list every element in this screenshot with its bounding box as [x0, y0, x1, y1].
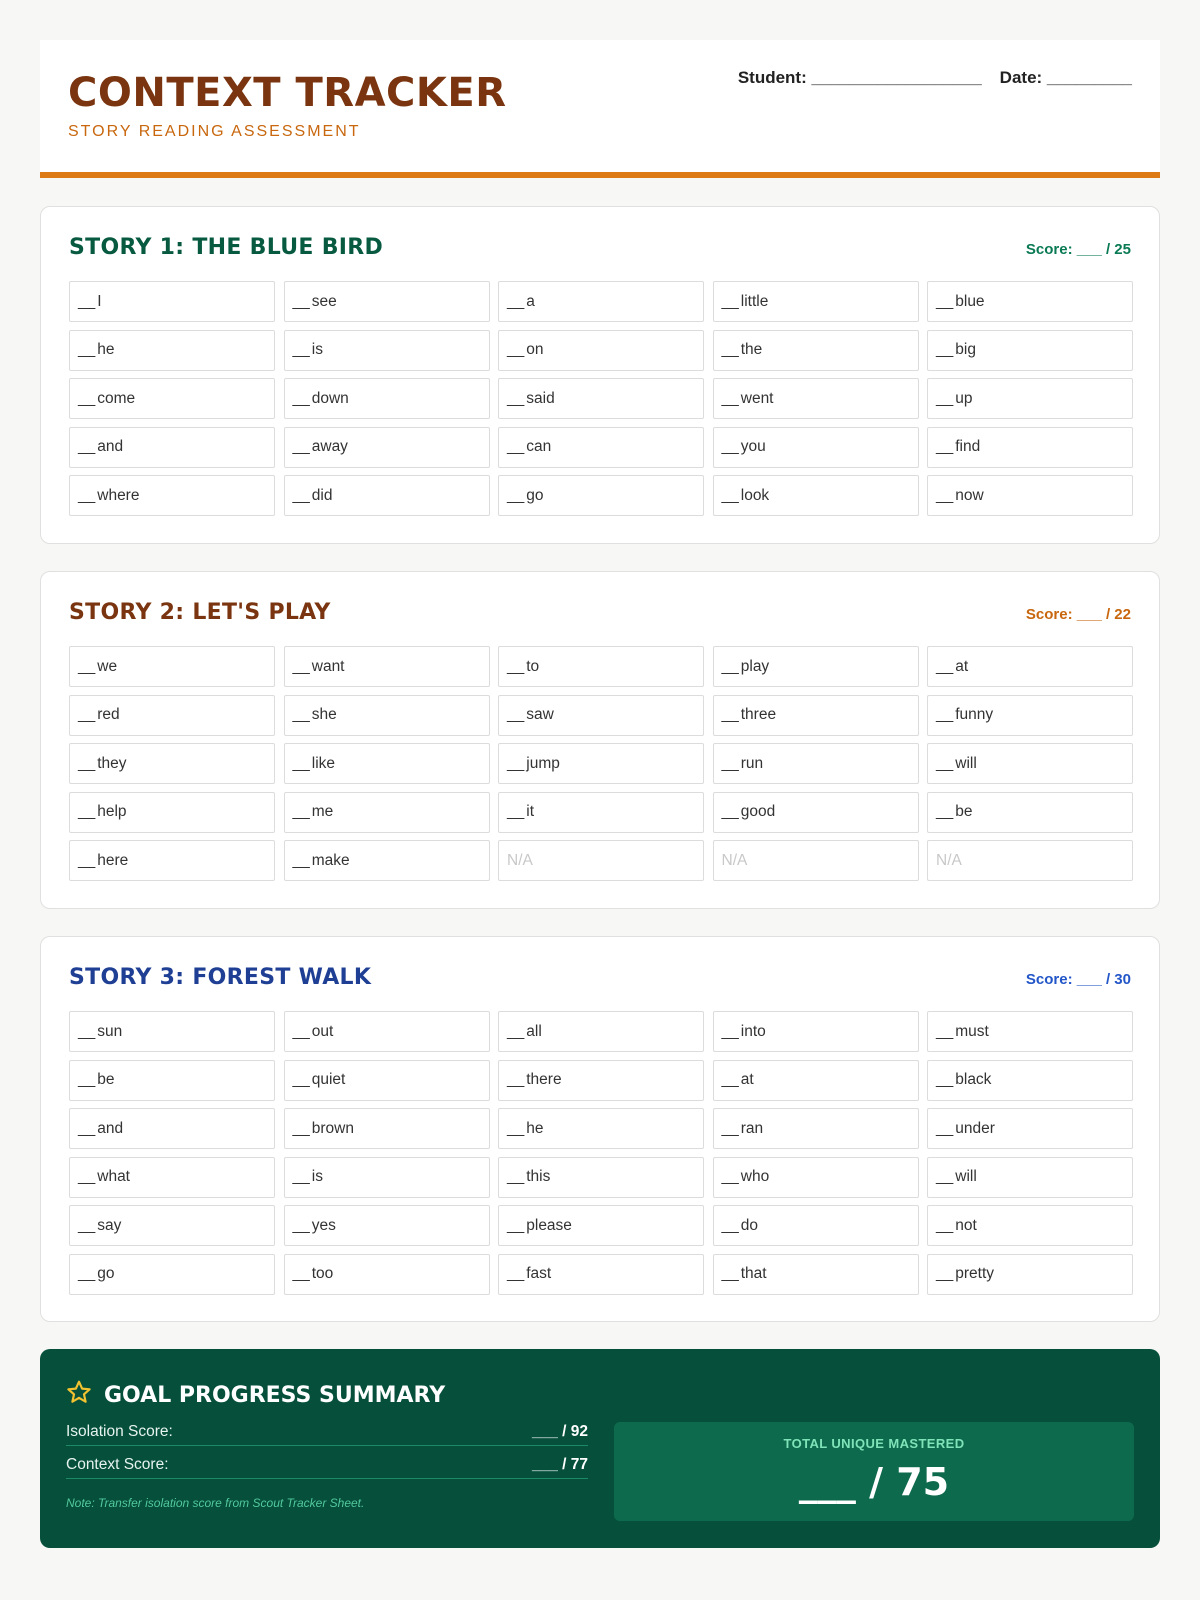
word-label: too	[311, 1265, 334, 1282]
check-blank[interactable]: __	[936, 1265, 954, 1282]
check-blank[interactable]: __	[507, 1168, 525, 1185]
word-label: they	[97, 754, 127, 772]
word-label: help	[97, 803, 127, 820]
word-cell[interactable]	[284, 1108, 490, 1149]
word-cell[interactable]	[713, 281, 919, 322]
word-label: sun	[97, 1022, 123, 1040]
word-cell[interactable]	[498, 281, 704, 322]
total-mastered-label: TOTAL UNIQUE MASTERED	[783, 1436, 965, 1451]
check-blank[interactable]: __	[721, 1119, 739, 1137]
word-label: go	[97, 1265, 115, 1282]
word-cell[interactable]	[498, 1254, 704, 1295]
check-blank[interactable]: __	[292, 803, 310, 820]
check-blank[interactable]: __	[78, 389, 96, 407]
word-label: come	[97, 389, 136, 407]
word-grid	[69, 281, 1131, 516]
check-blank[interactable]: __	[721, 1168, 739, 1185]
word-grid	[69, 1011, 1131, 1295]
word-label: please	[526, 1216, 572, 1234]
story-score: Score: ___ / 25	[1025, 241, 1131, 258]
word-cell[interactable]	[927, 281, 1133, 322]
student-field[interactable]: Student: __________________	[737, 68, 982, 87]
story-title: STORY 3: FOREST WALK	[69, 965, 372, 990]
check-blank[interactable]: __	[507, 1265, 525, 1282]
word-label: there	[526, 1071, 562, 1088]
word-cell[interactable]	[927, 695, 1133, 736]
word-cell[interactable]	[927, 1108, 1133, 1149]
check-blank[interactable]: __	[78, 851, 96, 869]
word-grid	[69, 646, 1131, 881]
word-label: good	[740, 803, 776, 820]
header	[40, 40, 1160, 178]
check-blank[interactable]: __	[721, 341, 739, 358]
word-cell[interactable]	[69, 743, 275, 784]
story-title: STORY 1: THE BLUE BIRD	[69, 235, 384, 260]
word-cell[interactable]	[69, 792, 275, 833]
page-subtitle: STORY READING ASSESSMENT	[68, 123, 361, 140]
check-blank[interactable]: __	[721, 754, 739, 772]
word-label: be	[97, 1071, 115, 1088]
word-label: under	[955, 1119, 995, 1137]
word-label: at	[955, 657, 969, 675]
word-cell[interactable]	[927, 378, 1133, 419]
word-label: play	[740, 657, 770, 675]
word-cell[interactable]	[284, 1060, 490, 1101]
word-label: red	[97, 706, 120, 723]
check-blank[interactable]: __	[78, 1119, 96, 1137]
word-label: little	[740, 292, 769, 310]
word-label: now	[955, 486, 984, 504]
word-label: on	[526, 341, 544, 358]
word-cell[interactable]	[927, 792, 1133, 833]
word-label: at	[740, 1071, 754, 1088]
check-blank[interactable]: __	[936, 292, 954, 310]
word-label: went	[740, 389, 774, 407]
check-blank[interactable]: __	[78, 1168, 96, 1185]
check-blank[interactable]: __	[936, 1022, 954, 1040]
check-blank[interactable]: __	[936, 438, 954, 455]
word-label: N/A	[721, 851, 748, 869]
story-card-2	[40, 571, 1160, 909]
check-blank[interactable]: __	[78, 803, 96, 820]
word-cell[interactable]	[498, 743, 704, 784]
word-label: this	[526, 1168, 551, 1185]
word-cell[interactable]	[498, 646, 704, 687]
story-card-1	[40, 206, 1160, 544]
word-cell[interactable]	[284, 1157, 490, 1198]
check-blank[interactable]: __	[721, 486, 739, 504]
word-label: he	[526, 1119, 544, 1137]
word-label: will	[955, 754, 977, 772]
isolation-score-value[interactable]: ___ / 92	[531, 1423, 588, 1440]
word-cell[interactable]	[284, 792, 490, 833]
word-cell[interactable]	[927, 743, 1133, 784]
word-label: what	[97, 1168, 130, 1185]
word-cell[interactable]	[498, 695, 704, 736]
word-cell[interactable]	[69, 1011, 275, 1052]
word-cell[interactable]	[498, 475, 704, 516]
check-blank[interactable]: __	[78, 1071, 96, 1088]
word-cell[interactable]	[713, 1060, 919, 1101]
check-blank[interactable]: __	[78, 341, 96, 358]
check-blank[interactable]: __	[936, 1071, 954, 1088]
check-blank[interactable]: __	[292, 1119, 310, 1137]
word-cell[interactable]	[284, 1254, 490, 1295]
word-label: she	[311, 706, 337, 723]
word-label: saw	[526, 706, 554, 723]
check-blank[interactable]: __	[507, 341, 525, 358]
check-blank[interactable]: __	[721, 438, 739, 455]
word-cell[interactable]	[713, 427, 919, 468]
check-blank[interactable]: __	[936, 803, 954, 820]
word-cell[interactable]	[69, 1254, 275, 1295]
word-label: me	[311, 803, 334, 820]
star-icon	[66, 1379, 92, 1411]
word-label: blue	[955, 292, 985, 310]
check-blank[interactable]: __	[507, 486, 525, 504]
check-blank[interactable]: __	[721, 1022, 739, 1040]
word-label: N/A	[936, 851, 962, 869]
word-label: here	[97, 851, 129, 869]
word-label: who	[740, 1168, 770, 1185]
word-cell[interactable]	[713, 1205, 919, 1246]
word-label: pretty	[955, 1265, 995, 1282]
check-blank[interactable]: __	[721, 1265, 739, 1282]
student-info	[738, 68, 1132, 88]
word-cell	[927, 840, 1133, 881]
check-blank[interactable]: __	[721, 1071, 739, 1088]
word-label: big	[955, 341, 976, 358]
word-cell[interactable]	[284, 695, 490, 736]
word-label: to	[526, 657, 540, 675]
check-blank[interactable]: __	[292, 851, 310, 869]
word-cell[interactable]	[69, 646, 275, 687]
word-cell[interactable]	[713, 330, 919, 371]
word-label: brown	[311, 1119, 354, 1137]
check-blank[interactable]: __	[292, 341, 310, 358]
word-label: and	[97, 1119, 124, 1137]
word-label: said	[526, 389, 555, 407]
word-cell[interactable]	[713, 475, 919, 516]
word-cell[interactable]	[284, 743, 490, 784]
check-blank[interactable]: __	[507, 292, 525, 310]
word-label: you	[740, 438, 766, 455]
check-blank[interactable]: __	[292, 292, 310, 310]
word-cell[interactable]	[927, 1205, 1133, 1246]
word-label: it	[526, 803, 534, 820]
word-label: be	[955, 803, 973, 820]
word-label: a	[526, 292, 535, 310]
word-label: black	[955, 1071, 992, 1088]
check-blank[interactable]: __	[292, 438, 310, 455]
word-cell[interactable]	[284, 840, 490, 881]
word-cell[interactable]	[69, 840, 275, 881]
word-cell[interactable]	[927, 1157, 1133, 1198]
word-label: jump	[526, 754, 560, 772]
word-label: say	[97, 1216, 122, 1234]
check-blank[interactable]: __	[936, 486, 954, 504]
word-label: like	[311, 754, 336, 772]
word-cell[interactable]	[713, 743, 919, 784]
word-label: all	[526, 1022, 542, 1040]
word-label: I	[97, 292, 102, 310]
word-cell[interactable]	[284, 646, 490, 687]
story-score: Score: ___ / 22	[1025, 606, 1131, 623]
story-card-3	[40, 936, 1160, 1322]
check-blank[interactable]: __	[292, 1265, 310, 1282]
word-cell	[713, 840, 919, 881]
check-blank[interactable]: __	[936, 1216, 954, 1234]
check-blank[interactable]: __	[507, 657, 525, 675]
word-cell[interactable]	[713, 1108, 919, 1149]
check-blank[interactable]: __	[78, 292, 96, 310]
check-blank[interactable]: __	[721, 803, 739, 820]
check-blank[interactable]: __	[78, 438, 96, 455]
word-cell[interactable]	[69, 427, 275, 468]
check-blank[interactable]: __	[78, 754, 96, 772]
summary-note: Note: Transfer isolation score from Scout Tracker Sheet.	[66, 1496, 365, 1510]
summary-title: GOAL PROGRESS SUMMARY	[104, 1382, 446, 1408]
word-cell[interactable]	[69, 378, 275, 419]
word-cell[interactable]	[69, 1205, 275, 1246]
check-blank[interactable]: __	[936, 389, 954, 407]
date-field[interactable]: Date: _________	[999, 68, 1132, 87]
word-cell[interactable]	[498, 1205, 704, 1246]
word-cell	[498, 840, 704, 881]
check-blank[interactable]: __	[936, 657, 954, 675]
word-label: we	[97, 657, 118, 675]
total-mastered-value[interactable]: ___ / 75	[798, 1460, 950, 1504]
word-label: run	[740, 754, 764, 772]
word-cell[interactable]	[927, 1254, 1133, 1295]
word-label: up	[955, 389, 973, 407]
word-cell[interactable]	[713, 695, 919, 736]
word-label: the	[740, 341, 763, 358]
check-blank[interactable]: __	[292, 706, 310, 723]
word-cell[interactable]	[284, 281, 490, 322]
word-label: away	[311, 438, 348, 455]
word-cell[interactable]	[927, 475, 1133, 516]
word-cell[interactable]	[713, 1011, 919, 1052]
word-label: do	[740, 1216, 758, 1234]
story-title: STORY 2: LET'S PLAY	[69, 600, 331, 625]
word-cell[interactable]	[927, 1011, 1133, 1052]
word-label: three	[740, 706, 777, 723]
context-score-label: Context Score:	[66, 1456, 169, 1473]
check-blank[interactable]: __	[78, 1265, 96, 1282]
check-blank[interactable]: __	[507, 803, 525, 820]
word-label: down	[311, 389, 349, 407]
word-label: ran	[740, 1119, 764, 1137]
word-cell[interactable]	[713, 1254, 919, 1295]
word-cell[interactable]	[713, 646, 919, 687]
word-cell[interactable]	[927, 427, 1133, 468]
word-label: look	[740, 486, 770, 504]
check-blank[interactable]: __	[936, 1168, 954, 1185]
word-label: must	[955, 1022, 989, 1040]
check-blank[interactable]: __	[721, 706, 739, 723]
word-cell[interactable]	[69, 281, 275, 322]
check-blank[interactable]: __	[936, 1119, 954, 1137]
check-blank[interactable]: __	[507, 389, 525, 407]
word-cell[interactable]	[284, 330, 490, 371]
check-blank[interactable]: __	[292, 1216, 310, 1234]
word-cell[interactable]	[498, 330, 704, 371]
check-blank[interactable]: __	[507, 1216, 525, 1234]
word-label: not	[955, 1216, 977, 1234]
word-cell[interactable]	[927, 330, 1133, 371]
word-cell[interactable]	[713, 792, 919, 833]
check-blank[interactable]: __	[721, 1216, 739, 1234]
word-label: find	[955, 438, 981, 455]
word-label: N/A	[507, 851, 533, 869]
word-label: is	[311, 341, 323, 358]
word-label: and	[97, 438, 124, 455]
word-cell[interactable]	[284, 1205, 490, 1246]
check-blank[interactable]: __	[292, 389, 310, 407]
word-cell[interactable]	[498, 378, 704, 419]
check-blank[interactable]: __	[507, 1119, 525, 1137]
word-label: into	[740, 1022, 766, 1040]
check-blank[interactable]: __	[507, 438, 525, 455]
word-cell[interactable]	[69, 1108, 275, 1149]
word-cell[interactable]	[498, 1108, 704, 1149]
word-cell[interactable]	[284, 475, 490, 516]
check-blank[interactable]: __	[721, 389, 739, 407]
check-blank[interactable]: __	[292, 657, 310, 675]
context-score-row	[66, 1451, 588, 1479]
check-blank[interactable]: __	[936, 706, 954, 723]
word-cell[interactable]	[69, 1157, 275, 1198]
word-label: yes	[311, 1216, 336, 1234]
word-cell[interactable]	[498, 1011, 704, 1052]
page-title: CONTEXT TRACKER	[68, 70, 507, 116]
isolation-score-row	[66, 1418, 588, 1446]
check-blank[interactable]: __	[78, 657, 96, 675]
check-blank[interactable]: __	[507, 1022, 525, 1040]
check-blank[interactable]: __	[78, 486, 96, 504]
context-score-value[interactable]: ___ / 77	[531, 1456, 588, 1473]
word-label: see	[311, 292, 337, 310]
check-blank[interactable]: __	[507, 754, 525, 772]
word-label: want	[311, 657, 345, 675]
check-blank[interactable]: __	[721, 292, 739, 310]
word-label: quiet	[311, 1071, 346, 1088]
word-label: fast	[526, 1265, 552, 1282]
word-label: funny	[955, 706, 994, 723]
goal-progress-summary	[40, 1349, 1160, 1548]
check-blank[interactable]: __	[292, 486, 310, 504]
word-label: he	[97, 341, 115, 358]
check-blank[interactable]: __	[78, 706, 96, 723]
word-label: can	[526, 438, 552, 455]
word-label: where	[97, 486, 140, 504]
word-label: out	[311, 1022, 334, 1040]
word-label: is	[311, 1168, 323, 1185]
isolation-score-label: Isolation Score:	[66, 1423, 173, 1440]
check-blank[interactable]: __	[292, 1022, 310, 1040]
word-cell[interactable]	[927, 646, 1133, 687]
check-blank[interactable]: __	[292, 1168, 310, 1185]
word-label: make	[311, 851, 350, 869]
story-score: Score: ___ / 30	[1025, 971, 1131, 988]
check-blank[interactable]: __	[78, 1216, 96, 1234]
word-cell[interactable]	[498, 1157, 704, 1198]
summary-header	[66, 1379, 445, 1411]
word-cell[interactable]	[69, 695, 275, 736]
word-cell[interactable]	[713, 378, 919, 419]
word-cell[interactable]	[927, 1060, 1133, 1101]
word-cell[interactable]	[284, 378, 490, 419]
total-mastered-box	[614, 1422, 1134, 1521]
word-label: will	[955, 1168, 977, 1185]
word-cell[interactable]	[713, 1157, 919, 1198]
word-label: did	[311, 486, 333, 504]
check-blank[interactable]: __	[292, 754, 310, 772]
check-blank[interactable]: __	[292, 1071, 310, 1088]
word-cell[interactable]	[69, 475, 275, 516]
word-label: go	[526, 486, 544, 504]
check-blank[interactable]: __	[507, 1071, 525, 1088]
check-blank[interactable]: __	[507, 706, 525, 723]
word-cell[interactable]	[498, 792, 704, 833]
word-cell[interactable]	[69, 1060, 275, 1101]
word-label: that	[740, 1265, 767, 1282]
check-blank[interactable]: __	[936, 341, 954, 358]
check-blank[interactable]: __	[78, 1022, 96, 1040]
word-cell[interactable]	[284, 427, 490, 468]
check-blank[interactable]: __	[936, 754, 954, 772]
word-cell[interactable]	[69, 330, 275, 371]
word-cell[interactable]	[284, 1011, 490, 1052]
word-cell[interactable]	[498, 1060, 704, 1101]
word-cell[interactable]	[498, 427, 704, 468]
check-blank[interactable]: __	[721, 657, 739, 675]
